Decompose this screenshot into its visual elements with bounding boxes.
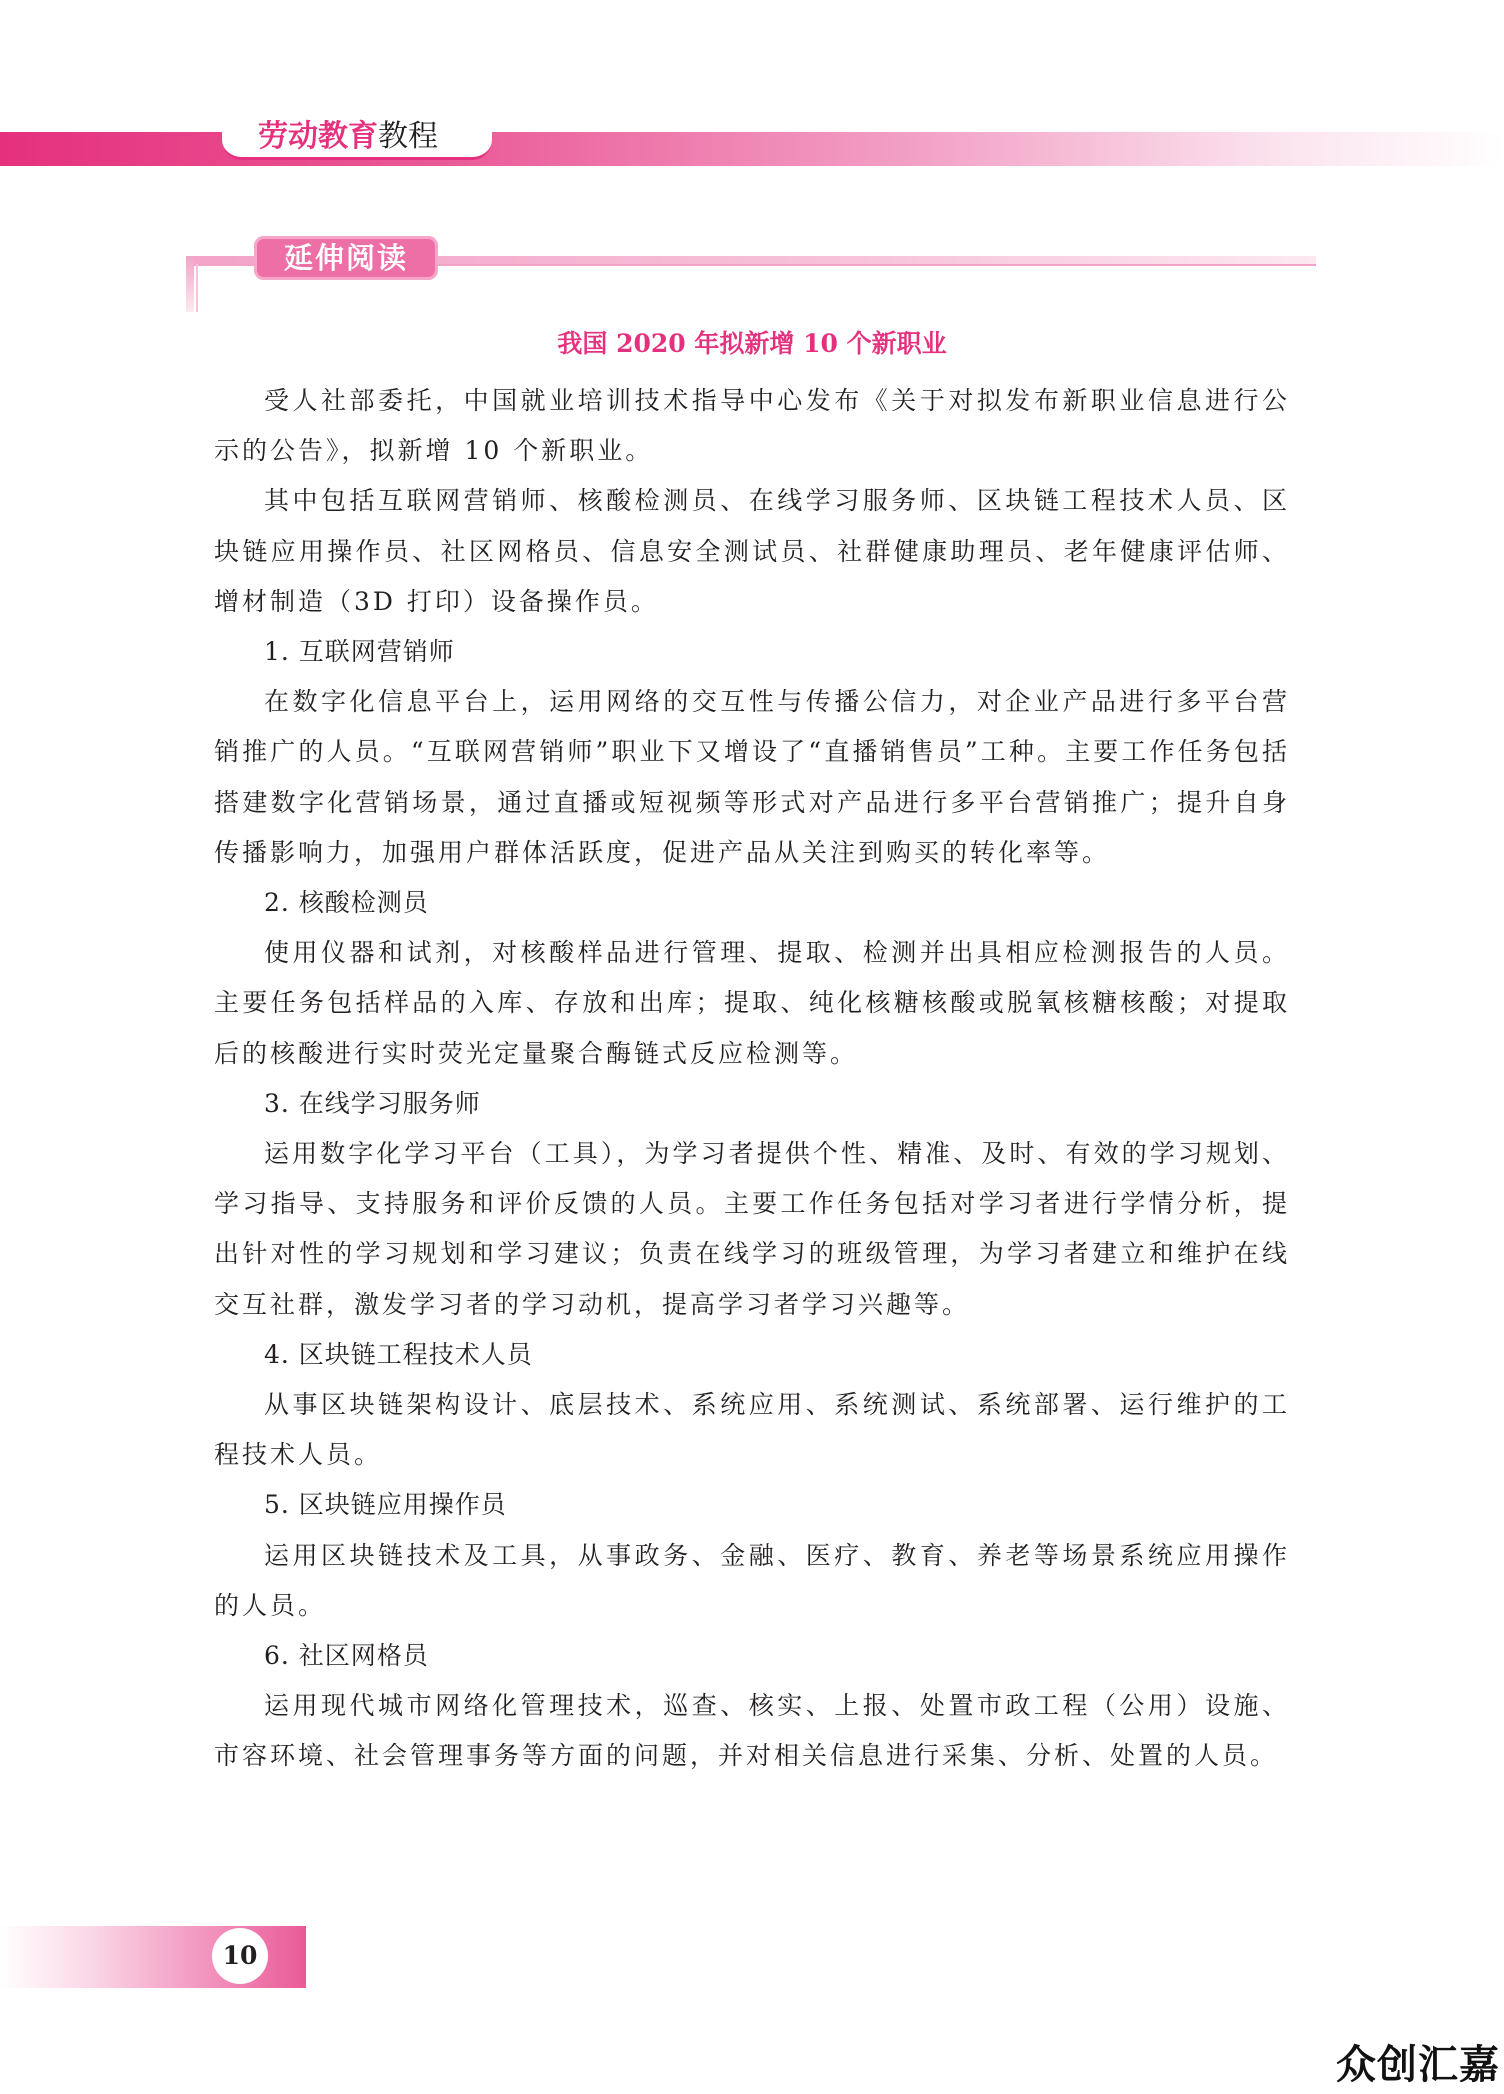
item-heading: 6. 社区网格员 bbox=[264, 1641, 429, 1671]
item-body: 从事区块链架构设计、底层技术、系统应用、系统测试、系统部署、运行维护的工程技术人员。 bbox=[214, 1390, 1290, 1470]
item-body: 运用数字化学习平台（工具），为学习者提供个性、精准、及时、有效的学习规划、学习指导、支持服务和评价反馈的人员。主要工作任务包括对学习者进行学情分析，提出针对性的学习规划和学习建议；负责在线学习的班级管理，为学习者建立和维护在线交互社群，激发学习者的学习动机，提高学习者学习兴趣等。 bbox=[214, 1139, 1290, 1319]
intro-paragraph: 受人社部委托，中国就业培训技术指导中心发布《关于对拟发布新职业信息进行公示的公告》，拟新增 10 个新职业。 bbox=[214, 386, 1290, 466]
item-body: 在数字化信息平台上，运用网络的交互性与传播公信力，对企业产品进行多平台营销推广的人员。“互联网营销师”职业下又增设了“直播销售员”工种。主要工作任务包括搭建数字化营销场景，通过直播或短视频等形式对产品进行多平台营销推广；提升自身传播影响力，加强用户群体活跃度，促进产品从关注到购买的转化率等。 bbox=[214, 687, 1290, 867]
item-body: 运用现代城市网络化管理技术，巡查、核实、上报、处置市政工程（公用）设施、市容环境、社会管理事务等方面的问题，并对相关信息进行采集、分析、处置的人员。 bbox=[214, 1691, 1290, 1771]
item-heading: 4. 区块链工程技术人员 bbox=[264, 1339, 533, 1369]
book-title-highlight: 劳动教育 bbox=[258, 119, 378, 154]
item-heading: 3. 在线学习服务师 bbox=[264, 1088, 481, 1118]
watermark-logo: 众创汇嘉 bbox=[1336, 2042, 1500, 2088]
item-body: 运用区块链技术及工具，从事政务、金融、医疗、教育、养老等场景系统应用操作的人员。 bbox=[214, 1540, 1290, 1620]
article-body bbox=[214, 376, 1290, 1782]
section-label: 延伸阅读 bbox=[254, 236, 438, 280]
section-frame-left bbox=[186, 256, 194, 312]
book-title bbox=[258, 112, 438, 160]
page-number: 10 bbox=[212, 1928, 268, 1984]
section-frame-left-line bbox=[196, 264, 198, 312]
article-title: 我国 2020 年拟新增 10 个新职业 bbox=[557, 329, 947, 358]
item-heading: 5. 区块链应用操作员 bbox=[264, 1490, 507, 1520]
item-heading: 2. 核酸检测员 bbox=[264, 888, 429, 918]
item-body: 使用仪器和试剂，对核酸样品进行管理、提取、检测并出具相应检测报告的人员。主要任务包括样品的入库、存放和出库；提取、纯化核糖核酸或脱氧核糖核酸；对提取后的核酸进行实时荧光定量聚合酶链式反应检测等。 bbox=[214, 938, 1290, 1068]
intro-paragraph: 其中包括互联网营销师、核酸检测员、在线学习服务师、区块链工程技术人员、区块链应用操作员、社区网格员、信息安全测试员、社群健康助理员、老年健康评估师、增材制造（3D 打印）设备操作员。 bbox=[214, 486, 1290, 616]
book-title-rest: 教程 bbox=[378, 119, 438, 154]
item-heading: 1. 互联网营销师 bbox=[264, 637, 455, 667]
